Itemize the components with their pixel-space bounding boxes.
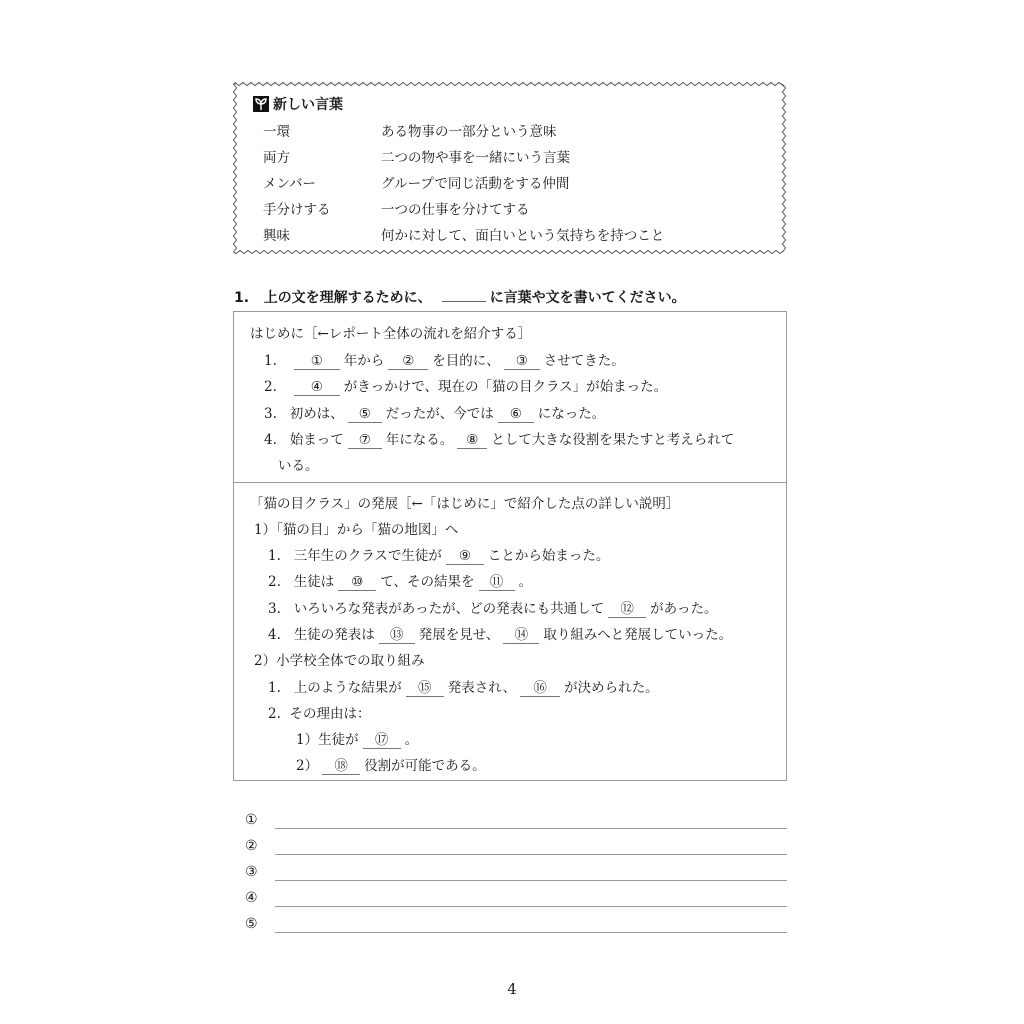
blank-7: ⑦ xyxy=(348,432,382,449)
blank-14: ⑭ xyxy=(503,627,539,644)
line-number: 1） xyxy=(296,732,319,748)
section2-heading: 「猫の目クラス」の発展［←「はじめに」で紹介した点の詳しい説明］ xyxy=(250,496,680,512)
blank-13: ⑬ xyxy=(379,627,415,644)
line-number: 1. xyxy=(264,353,277,369)
blank-sample xyxy=(442,287,486,302)
line-number: 2. xyxy=(268,706,281,722)
question-text-before: 上の文を理解するために、 xyxy=(263,290,432,306)
line-text: 三年生のクラスで生徒が xyxy=(293,548,442,564)
line-text: を目的に、 xyxy=(432,353,500,369)
line-number: 3. xyxy=(268,601,281,617)
vocab-term: 手分けする xyxy=(263,202,331,218)
line-text: があった。 xyxy=(650,601,718,617)
outline-line xyxy=(264,402,605,423)
vocab-definition: ある物事の一部分という意味 xyxy=(381,124,557,140)
outline-line xyxy=(268,570,532,591)
vocab-definition: 何かに対して、面白いという気持ちを持つこと xyxy=(381,228,665,244)
answer-row[interactable] xyxy=(245,862,787,882)
line-text: ことから始まった。 xyxy=(487,548,610,564)
blank-1: ① xyxy=(294,353,340,370)
vocab-definition: 一つの仕事を分けてする xyxy=(381,202,530,218)
blank-8: ⑧ xyxy=(457,432,487,449)
vocab-term: 一環 xyxy=(263,124,290,140)
blank-6: ⑥ xyxy=(498,406,534,423)
sprout-icon xyxy=(253,96,269,112)
vocab-term: 両方 xyxy=(263,150,290,166)
page-number: 4 xyxy=(507,980,517,998)
line-text: 生徒は xyxy=(293,574,335,590)
answer-line[interactable] xyxy=(275,932,787,933)
line-continuation: いる。 xyxy=(278,458,319,474)
blank-4: ④ xyxy=(294,379,340,396)
line-text: が決められた。 xyxy=(564,680,659,696)
answer-number: ② xyxy=(245,838,258,854)
line-text: 取り組みへと発展していった。 xyxy=(543,627,733,643)
outline-line xyxy=(268,702,370,722)
line-text: 発展を見せ、 xyxy=(418,627,500,643)
line-text: になった。 xyxy=(537,406,606,422)
outline-box xyxy=(233,311,787,781)
subheading: 2）小学校全体での取り組み xyxy=(254,653,425,669)
answer-number: ③ xyxy=(245,864,258,880)
blank-15: ⑮ xyxy=(406,680,444,697)
line-number: 1. xyxy=(268,680,281,696)
vocab-definition: グループで同じ活動をする仲間 xyxy=(381,176,570,192)
line-text: 生徒が xyxy=(318,732,359,748)
answer-line[interactable] xyxy=(275,906,787,907)
line-text: 生徒の発表は xyxy=(293,627,375,643)
line-text: 役割が可能である。 xyxy=(364,758,486,774)
blank-9: ⑨ xyxy=(446,548,484,565)
vocab-title-text: 新しい言葉 xyxy=(273,97,343,113)
question-number: 1. xyxy=(234,290,250,306)
line-text: いろいろな発表があったが、どの発表にも共通して xyxy=(293,601,605,617)
vocab-term: メンバー xyxy=(263,176,317,192)
answer-number: ① xyxy=(245,812,258,828)
line-number: 4. xyxy=(268,627,281,643)
line-number: 4. xyxy=(264,432,277,448)
line-text: 上のような結果が xyxy=(293,680,402,696)
question-text-after: に言葉や文を書いてください。 xyxy=(489,290,686,306)
vocab-title xyxy=(253,94,343,114)
blank-18: ⑱ xyxy=(322,758,360,775)
outline-line xyxy=(268,676,659,697)
line-number: 2） xyxy=(296,758,319,774)
blank-2: ② xyxy=(388,353,428,370)
line-text: がきっかけで、現在の「猫の目クラス」が始まった。 xyxy=(343,379,668,395)
outline-line xyxy=(268,623,732,644)
line-text: 。 xyxy=(518,574,532,590)
line-text: て、その結果を xyxy=(380,574,475,590)
line-number: 1. xyxy=(268,548,281,564)
blank-16: ⑯ xyxy=(520,680,560,697)
vocab-term: 興味 xyxy=(263,228,290,244)
blank-5: ⑤ xyxy=(348,406,382,423)
line-text: 始まって xyxy=(289,432,344,448)
line-text: 。 xyxy=(404,732,419,748)
answer-line[interactable] xyxy=(275,880,787,881)
subheading: 1）「猫の目」から「猫の地図」へ xyxy=(254,522,459,538)
answer-row[interactable] xyxy=(245,836,787,856)
line-text: だったが、今では xyxy=(385,406,494,422)
vocab-definition: 二つの物や事を一緒にいう言葉 xyxy=(381,150,570,166)
answer-number: ⑤ xyxy=(245,916,258,932)
outline-line xyxy=(264,428,734,449)
line-number: 3. xyxy=(264,406,277,422)
line-number: 2. xyxy=(268,574,281,590)
outline-line xyxy=(268,544,609,565)
answer-row[interactable] xyxy=(245,888,787,908)
outline-line xyxy=(296,728,418,749)
blank-12: ⑫ xyxy=(608,601,646,618)
blank-3: ③ xyxy=(504,353,540,370)
blank-10: ⑩ xyxy=(338,574,376,591)
answer-row[interactable] xyxy=(245,914,787,934)
answer-number: ④ xyxy=(245,890,258,906)
line-text: させてきた。 xyxy=(543,353,625,369)
outline-line xyxy=(264,375,667,396)
outline-line xyxy=(296,754,486,775)
answer-row[interactable] xyxy=(245,810,787,830)
vocabulary-box xyxy=(233,82,786,254)
answer-line[interactable] xyxy=(275,828,787,829)
line-text: 発表され、 xyxy=(447,680,517,696)
answer-line[interactable] xyxy=(275,854,787,855)
question-heading xyxy=(234,287,686,307)
outline-line xyxy=(268,597,718,618)
line-text: その理由は： xyxy=(289,706,371,722)
outline-line xyxy=(264,349,625,370)
line-text: 初めは、 xyxy=(289,406,344,422)
line-text: として大きな役割を果たすと考えられて xyxy=(491,432,735,448)
section-divider xyxy=(234,482,786,483)
line-text: 年になる。 xyxy=(385,432,454,448)
section1-heading: はじめに［←レポート全体の流れを紹介する］ xyxy=(250,326,532,342)
blank-11: ⑪ xyxy=(479,574,515,591)
line-text: 年から xyxy=(343,353,385,369)
line-number: 2. xyxy=(264,379,277,395)
blank-17: ⑰ xyxy=(363,732,401,749)
